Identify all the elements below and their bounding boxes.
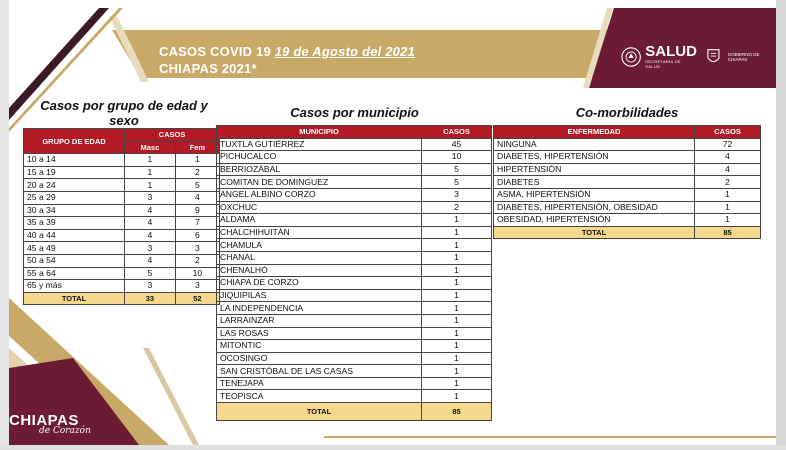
- chiapas-logo: [9, 413, 91, 436]
- col-masc: Masc: [125, 141, 176, 154]
- municipio-cases: 1: [422, 226, 492, 239]
- table-row: [494, 201, 761, 214]
- age-fem: 2: [175, 254, 219, 267]
- age-masc: 1: [125, 179, 176, 192]
- age-fem: 2: [175, 166, 219, 179]
- frame-left: [0, 0, 9, 450]
- table-row: [217, 201, 492, 214]
- municipio-name: TENEJAPA: [217, 377, 422, 390]
- table-row: [494, 163, 761, 176]
- table-row: [217, 277, 492, 290]
- table-row: [24, 242, 220, 255]
- municipio-name: ALDAMA: [217, 214, 422, 227]
- age-table: [23, 128, 220, 305]
- table-row: [217, 340, 492, 353]
- enfermedad-name: HIPERTENSIÓN: [494, 163, 695, 176]
- total-label: TOTAL: [24, 292, 125, 305]
- age-fem: 10: [175, 267, 219, 280]
- age-fem: 7: [175, 217, 219, 230]
- table-row: [24, 229, 220, 242]
- chiapas-shield-icon: [707, 48, 720, 66]
- salud-logo: [621, 44, 776, 69]
- municipio-cases: 10: [422, 151, 492, 164]
- municipio-name: JIQUIPILAS: [217, 289, 422, 302]
- col-fem: Fem: [175, 141, 219, 154]
- age-group: 15 a 19: [24, 166, 125, 179]
- enfermedad-cases: 72: [695, 138, 761, 151]
- table-row: [24, 154, 220, 167]
- table-row: [494, 188, 761, 201]
- municipio-table: [216, 125, 492, 421]
- salud-text-block: [645, 44, 697, 69]
- table-row: [494, 176, 761, 189]
- enfermedad-name: DIABETES: [494, 176, 695, 189]
- municipio-name: TEOPISCA: [217, 390, 422, 403]
- age-fem: 5: [175, 179, 219, 192]
- age-group: 25 a 29: [24, 191, 125, 204]
- comorb-total-value: 85: [695, 226, 761, 239]
- enfermedad-name: DIABETES, HIPERTENSIÓN, OBESIDAD: [494, 201, 695, 214]
- total-fem: 52: [175, 292, 219, 305]
- age-masc: 4: [125, 229, 176, 242]
- table-row: [217, 327, 492, 340]
- age-group: 55 a 64: [24, 267, 125, 280]
- enfermedad-cases: 4: [695, 163, 761, 176]
- municipio-name: BERRIOZÁBAL: [217, 163, 422, 176]
- municipio-cases: 1: [422, 277, 492, 290]
- title-subtitle: CHIAPAS 2021*: [159, 61, 257, 76]
- municipio-name: OCOSINGO: [217, 352, 422, 365]
- age-masc: 4: [125, 217, 176, 230]
- municipio-total-value: 85: [422, 403, 492, 421]
- table-row: [217, 226, 492, 239]
- table-row: [217, 352, 492, 365]
- table-row: [217, 314, 492, 327]
- municipio-name: LARRAINZAR: [217, 314, 422, 327]
- col-grupo-edad: GRUPO DE EDAD: [24, 129, 125, 154]
- age-masc: 3: [125, 191, 176, 204]
- municipio-name: COMITAN DE DOMINGUEZ: [217, 176, 422, 189]
- frame-right: [776, 0, 786, 450]
- municipio-total-label: TOTAL: [217, 403, 422, 421]
- banner-title: [159, 43, 415, 77]
- age-fem: 1: [175, 154, 219, 167]
- table-row: [217, 365, 492, 378]
- comorb-table-title: Co-morbilidades: [575, 105, 679, 120]
- municipio-cases: 1: [422, 264, 492, 277]
- chiapas-logo-main: CHIAPAS: [9, 412, 79, 429]
- table-row: [24, 191, 220, 204]
- enfermedad-name: OBESIDAD, HIPERTENSIÓN: [494, 214, 695, 227]
- municipio-name: MITONTIC: [217, 340, 422, 353]
- age-masc: 3: [125, 242, 176, 255]
- age-fem: 9: [175, 204, 219, 217]
- table-row: [24, 254, 220, 267]
- municipio-name: LAS ROSAS: [217, 327, 422, 340]
- municipio-name: OXCHUC: [217, 201, 422, 214]
- municipio-cases: 3: [422, 188, 492, 201]
- age-fem: 3: [175, 280, 219, 293]
- age-group: 50 a 54: [24, 254, 125, 267]
- municipio-cases: 1: [422, 239, 492, 252]
- age-group: 45 a 49: [24, 242, 125, 255]
- table-row: [494, 214, 761, 227]
- age-masc: 1: [125, 154, 176, 167]
- comorb-table: [493, 125, 761, 239]
- municipio-name: CHALCHIHUITÁN: [217, 226, 422, 239]
- table-row: [217, 151, 492, 164]
- table-row: [494, 151, 761, 164]
- municipio-name: SAN CRISTÓBAL DE LAS CASAS: [217, 365, 422, 378]
- table-row: [24, 280, 220, 293]
- enfermedad-cases: 1: [695, 188, 761, 201]
- age-group: 10 a 14: [24, 154, 125, 167]
- table-row: [24, 179, 220, 192]
- enfermedad-name: DIABETES, HIPERTENSIÓN: [494, 151, 695, 164]
- municipio-cases: 1: [422, 289, 492, 302]
- salud-name: SALUD: [645, 43, 697, 60]
- col-casos-municipio: CASOS: [422, 126, 492, 139]
- enfermedad-cases: 4: [695, 151, 761, 164]
- age-group: 35 a 39: [24, 217, 125, 230]
- municipio-cases: 1: [422, 214, 492, 227]
- enfermedad-name: NINGUNA: [494, 138, 695, 151]
- title-date: 19 de Agosto del 2021: [274, 44, 415, 59]
- age-group: 20 a 24: [24, 179, 125, 192]
- table-row: [217, 264, 492, 277]
- title-prefix: CASOS COVID 19: [159, 44, 271, 59]
- table-row: [217, 188, 492, 201]
- municipio-cases: 1: [422, 314, 492, 327]
- slide: [9, 8, 776, 445]
- municipio-cases: 45: [422, 138, 492, 151]
- age-total-row: [24, 292, 220, 305]
- table-row: [24, 204, 220, 217]
- table-row: [217, 163, 492, 176]
- table-row: [217, 176, 492, 189]
- age-fem: 6: [175, 229, 219, 242]
- table-row: [24, 166, 220, 179]
- municipio-cases: 1: [422, 302, 492, 315]
- age-group: 40 a 44: [24, 229, 125, 242]
- municipio-name: LA INDEPENDENCIA: [217, 302, 422, 315]
- age-masc: 5: [125, 267, 176, 280]
- age-masc: 1: [125, 166, 176, 179]
- table-row: [217, 390, 492, 403]
- col-municipio: MUNICIPIO: [217, 126, 422, 139]
- table-row: [24, 217, 220, 230]
- municipio-cases: 2: [422, 201, 492, 214]
- municipio-cases: 5: [422, 176, 492, 189]
- municipio-total-row: [217, 403, 492, 421]
- municipio-cases: 1: [422, 251, 492, 264]
- comorb-total-label: TOTAL: [494, 226, 695, 239]
- municipio-cases: 1: [422, 340, 492, 353]
- age-masc: 3: [125, 280, 176, 293]
- municipio-table-title: Casos por municipio: [290, 105, 419, 120]
- table-row: [217, 239, 492, 252]
- age-group: 65 y más: [24, 280, 125, 293]
- municipio-name: CHENALHÓ: [217, 264, 422, 277]
- municipio-cases: 1: [422, 352, 492, 365]
- table-row: [217, 138, 492, 151]
- title-line: [159, 43, 415, 60]
- municipio-name: TUXTLA GUTIÉRREZ: [217, 138, 422, 151]
- table-row: [217, 377, 492, 390]
- col-casos: CASOS: [125, 129, 220, 142]
- municipio-name: CHANAL: [217, 251, 422, 264]
- age-group: 30 a 34: [24, 204, 125, 217]
- enfermedad-cases: 1: [695, 201, 761, 214]
- enfermedad-name: ASMA, HIPERTENSIÓN: [494, 188, 695, 201]
- salud-sub: SECRETARÍA DE SALUD: [645, 59, 681, 69]
- coat-of-arms-icon: [621, 46, 641, 68]
- table-row: [217, 251, 492, 264]
- age-masc: 4: [125, 204, 176, 217]
- chiapas-logo-tagline: de Corazón: [39, 426, 91, 436]
- table-row: [494, 138, 761, 151]
- table-row: [24, 267, 220, 280]
- municipio-name: CHIAPA DE CORZO: [217, 277, 422, 290]
- frame-bottom: [0, 445, 786, 450]
- total-masc: 33: [125, 292, 176, 305]
- col-casos-enfermedad: CASOS: [695, 126, 761, 139]
- gov-label: GOBIERNO DE CHIAPAS: [727, 51, 760, 62]
- comorb-total-row: [494, 226, 761, 239]
- age-fem: 3: [175, 242, 219, 255]
- municipio-cases: 1: [422, 365, 492, 378]
- col-enfermedad: ENFERMEDAD: [494, 126, 695, 139]
- municipio-cases: 5: [422, 163, 492, 176]
- table-row: [217, 302, 492, 315]
- municipio-cases: 1: [422, 377, 492, 390]
- table-row: [217, 289, 492, 302]
- enfermedad-cases: 1: [695, 214, 761, 227]
- enfermedad-cases: 2: [695, 176, 761, 189]
- municipio-name: ANGEL ALBINO CORZO: [217, 188, 422, 201]
- municipio-cases: 1: [422, 390, 492, 403]
- age-fem: 4: [175, 191, 219, 204]
- municipio-name: CHAMULA: [217, 239, 422, 252]
- age-masc: 4: [125, 254, 176, 267]
- table-row: [217, 214, 492, 227]
- age-table-title: Casos por grupo de edad y sexo: [40, 98, 208, 128]
- municipio-cases: 1: [422, 327, 492, 340]
- municipio-name: PICHUCALCO: [217, 151, 422, 164]
